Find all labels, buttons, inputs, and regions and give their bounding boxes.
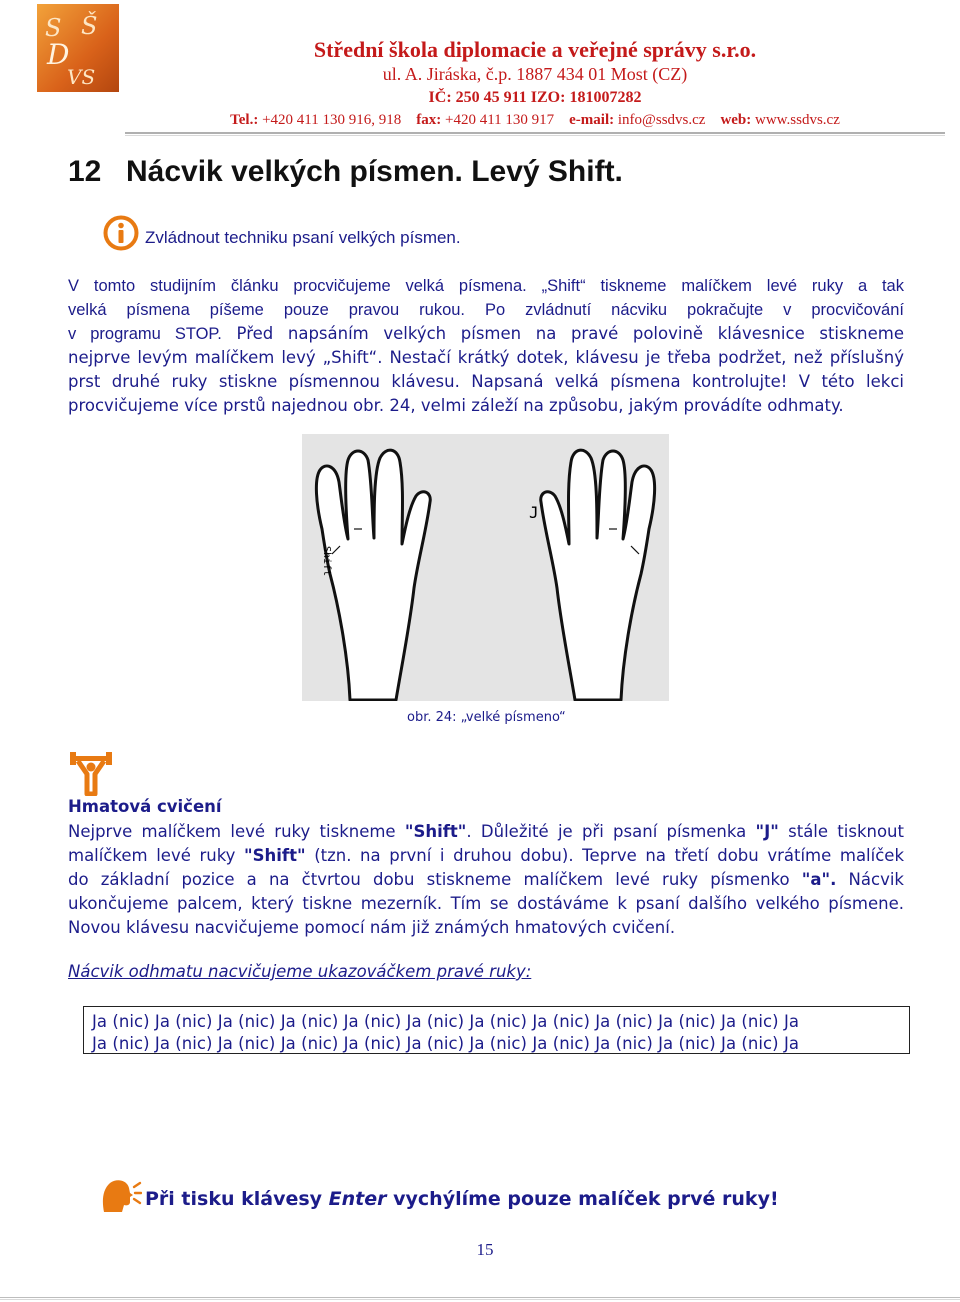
email-link[interactable]: info@ssdvs.cz <box>617 112 706 128</box>
svg-text:D: D <box>47 38 70 71</box>
speaking-head-icon <box>100 1178 142 1214</box>
drill-label: Nácvik odhmatu nacvičujeme ukazováčkem pravé ruky: <box>68 962 532 981</box>
footer-divider-thin <box>0 1299 960 1300</box>
school-logo <box>37 4 119 92</box>
text-segment: do základní pozice a na čtvrtou dobu stiskneme malíčkem levé ruky písmenko <box>68 870 802 889</box>
exercise-line <box>68 844 904 868</box>
text-segment: Nácvik <box>836 870 904 889</box>
drill-line: Ja (nic) Ja (nic) Ja (nic) Ja (nic) Ja (nic) Ja (nic) Ja (nic) Ja (nic) Ja (nic) Ja (nic) Ja (nic) Ja <box>92 1034 800 1053</box>
chapter-number: 12 <box>68 155 102 188</box>
exercise-line <box>68 868 904 892</box>
right-finger-label: J <box>529 503 539 522</box>
info-icon <box>103 215 139 251</box>
key-shift: "Shift" <box>244 846 306 865</box>
key-j: "J" <box>755 822 779 841</box>
exercise-line: Novou klávesu nacvičujeme pomocí nám již známých hmatových cvičení. <box>68 918 676 937</box>
exercise-title: Hmatová cvičení <box>68 797 222 816</box>
text-segment: (tzn. na první i druhou dobu). Teprve na třetí dobu vrátíme malíček <box>305 846 904 865</box>
intro-line: prst druhé ruky stiskne písmennou klávesu. Napsaná velká písmena kontrolujte! V této lekci <box>68 372 904 391</box>
tel-number: +420 411 130 916, 918 <box>262 112 402 128</box>
header-divider <box>125 132 945 134</box>
intro-segment: v programu STOP. <box>68 325 222 343</box>
exercise-line <box>68 820 904 844</box>
drill-line: Ja (nic) Ja (nic) Ja (nic) Ja (nic) Ja (nic) Ja (nic) Ja (nic) Ja (nic) Ja (nic) Ja (nic) Ja (nic) Ja <box>92 1012 800 1031</box>
figure-caption: obr. 24: „velké písmeno“ <box>407 710 566 725</box>
intro-line <box>68 322 904 346</box>
lesson-goal: Zvládnout techniku psaní velkých písmen. <box>145 228 461 247</box>
dumbbell-icon <box>70 752 112 796</box>
school-name: Střední škola diplomacie a veřejné správy s.r.o. <box>313 37 757 62</box>
svg-text:Š: Š <box>81 12 98 40</box>
chapter-title <box>68 155 623 189</box>
svg-text:S: S <box>45 14 62 42</box>
fax-label: fax: <box>416 112 442 128</box>
email-label: e-mail: <box>569 112 615 128</box>
text-segment: Nejprve malíčkem levé ruky tiskneme <box>68 822 405 841</box>
school-address: ul. A. Jiráska, č.p. 1887 434 01 Most (CZ) <box>382 64 688 84</box>
exercise-line: ukončujeme palcem, který tiskne mezerník. Tím se dostáváme k psaní dalšího velkého písmene. <box>68 894 904 913</box>
fax-number: +420 411 130 917 <box>444 112 555 128</box>
school-ids: IČ: 250 45 911 IZO: 181007282 <box>428 89 642 106</box>
svg-text:VS: VS <box>67 65 96 89</box>
text-segment: stále tisknout <box>778 822 904 841</box>
intro-paragraph <box>68 274 904 418</box>
hands-figure <box>302 434 669 701</box>
contact-line <box>125 112 945 129</box>
chapter-heading: Nácvik velkých písmen. Levý Shift. <box>126 155 623 188</box>
drill-box <box>83 1006 910 1054</box>
enter-key-tip <box>145 1188 779 1210</box>
text-segment: . Důležité je při psaní písmenka <box>466 822 756 841</box>
intro-line: velká písmena píšeme pouze pravou rukou. Po zvládnutí nácviku pokračujte v procvičování <box>68 301 904 319</box>
intro-line: procvičujeme více prstů najednou obr. 24, velmi záleží na způsobu, jakým provádíte odhmaty. <box>68 396 844 415</box>
footer-divider <box>0 1297 960 1298</box>
tel-label: Tel.: <box>230 112 259 128</box>
header-divider-thin <box>125 135 945 136</box>
intro-line: V tomto studijním článku procvičujeme velká písmena. „Shift“ tiskneme malíčkem levé ruky a tak <box>68 277 904 295</box>
tip-key-enter: Enter <box>328 1188 387 1210</box>
tip-text: vychýlíme pouze malíček prvé ruky! <box>386 1188 779 1210</box>
text-segment: malíčkem levé ruky <box>68 846 245 865</box>
exercise-paragraph <box>68 820 904 940</box>
tip-text: Při tisku klávesy <box>145 1188 329 1210</box>
intro-line: nejprve levým malíčkem levý „Shift“. Nestačí krátký dotek, klávesu je třeba podržet, než příslušný <box>68 348 904 367</box>
web-label: web: <box>720 112 752 128</box>
key-shift: "Shift" <box>404 822 467 841</box>
page-number: 15 <box>476 1240 494 1259</box>
web-link[interactable]: www.ssdvs.cz <box>755 112 840 128</box>
key-a: "a". <box>801 870 837 889</box>
left-finger-label: Shift <box>321 546 332 577</box>
intro-segment: Před napsáním velkých písmen na pravé polovině klávesnice stiskneme <box>221 324 905 343</box>
